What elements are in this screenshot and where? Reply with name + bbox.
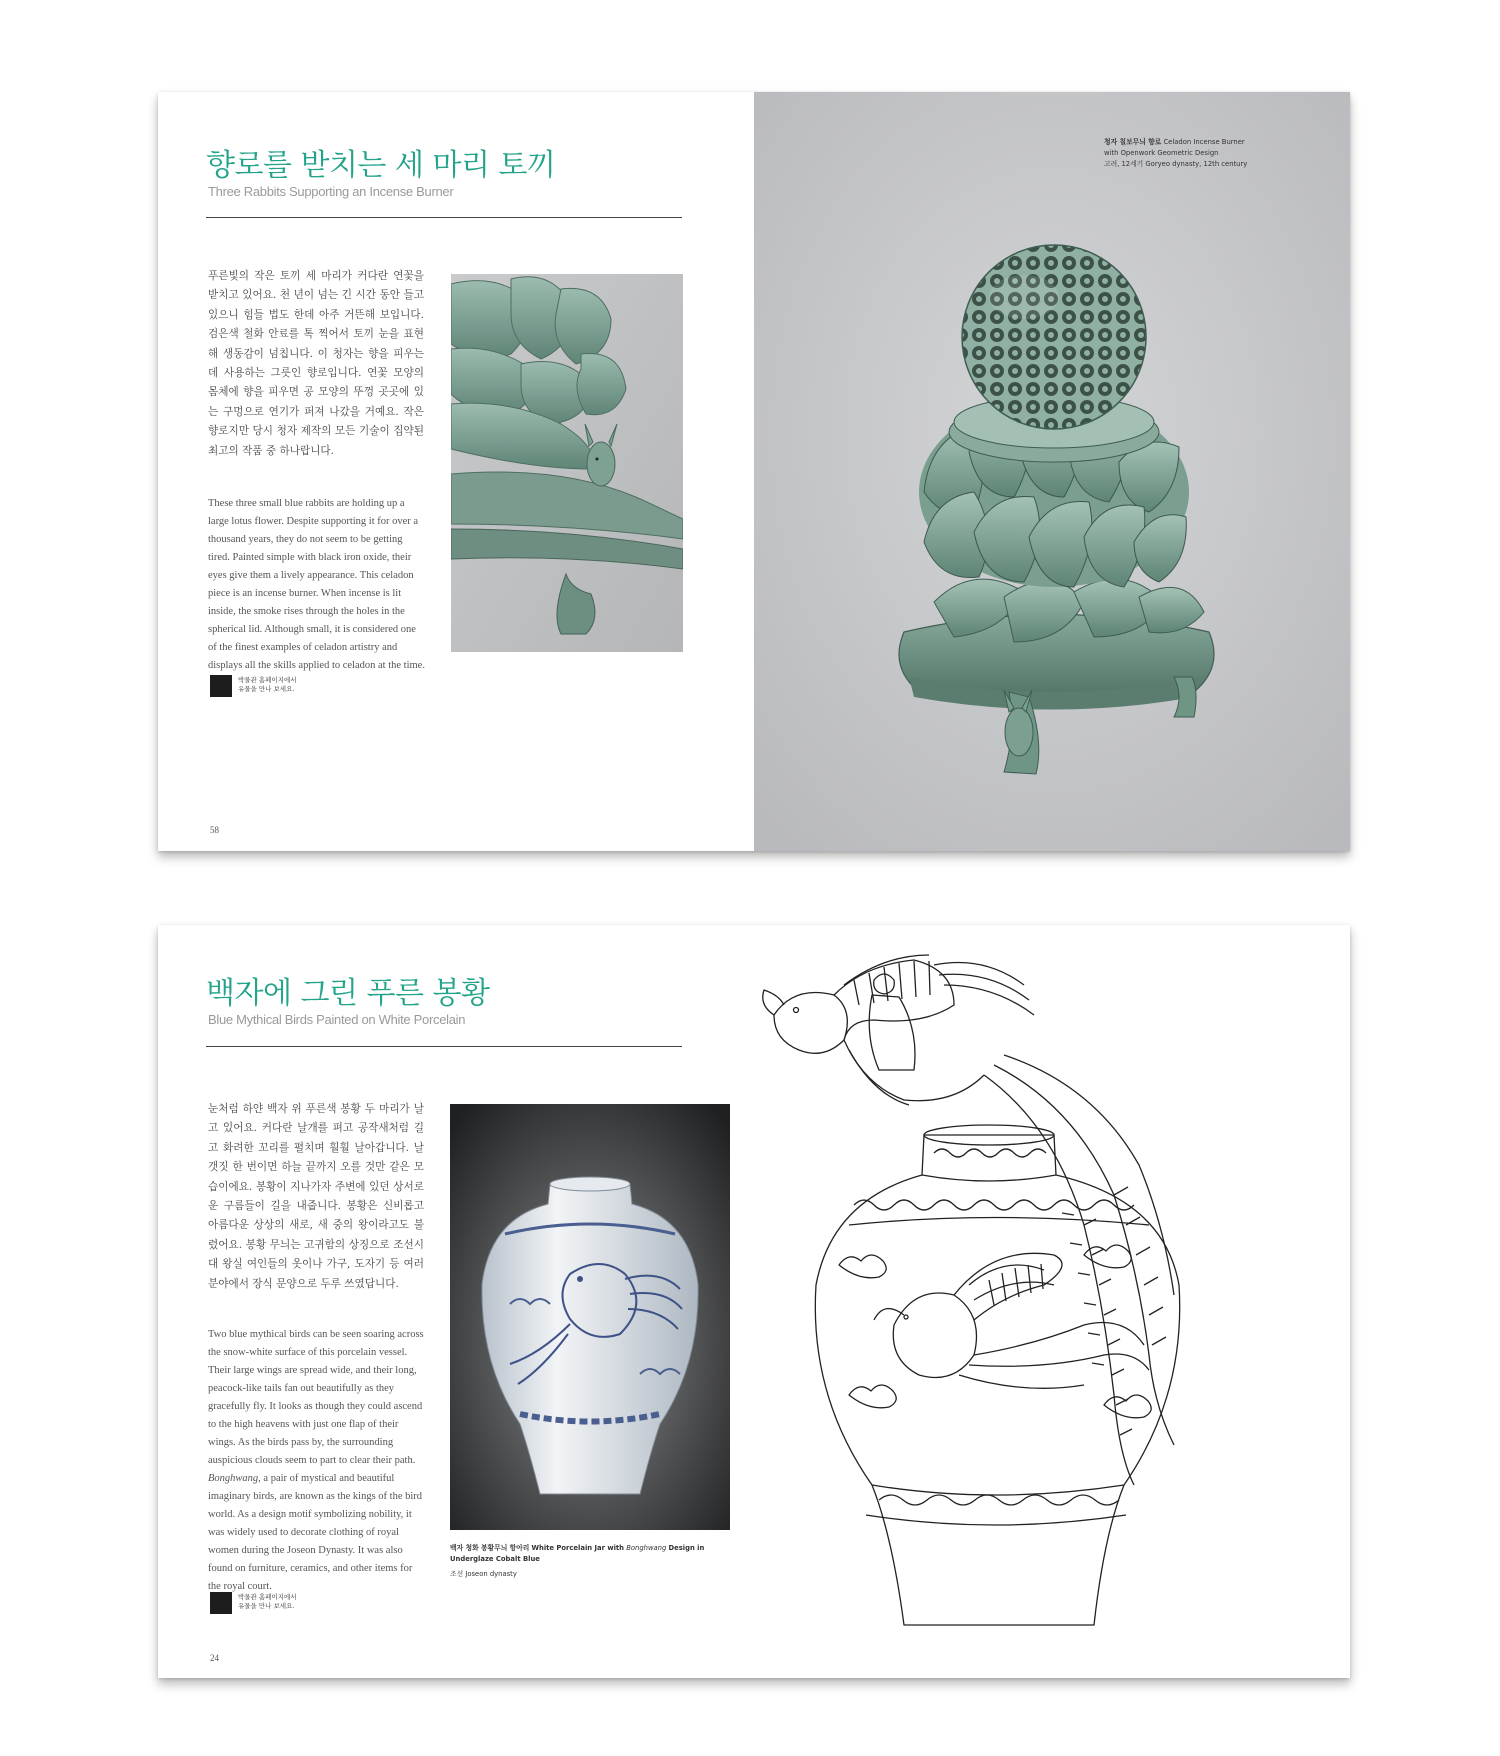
caption-title-en-line2: with Openwork Geometric Design [1104, 149, 1219, 157]
page-title-english: Three Rabbits Supporting an Incense Burner [208, 184, 454, 199]
caption-title-ko: 청자 칠보무늬 향로 [1104, 138, 1162, 146]
qr-code[interactable] [210, 675, 232, 697]
photo-caption [1104, 137, 1247, 170]
page-title-english: Blue Mythical Birds Painted on White Porcelain [208, 1012, 466, 1027]
jar-caption [450, 1543, 704, 1580]
body-text-english: These three small blue rabbits are holding up a large lotus flower. Despite supporting it for over a thousand years, they do not seem to be getting tired. Painted simple with black iron oxide, their eyes give them a lively appearance. This celadon piece is an incense burner. When incense is lit inside, the smoke rises through the holes in the spherical lid. Although small, it is considered one of the finest examples of celadon artistry and displays all the skills applied to celadon at the time. [208, 498, 425, 671]
detail-photo-rabbit [451, 274, 683, 652]
jar-caption-period-en: Joseon dynasty [465, 1570, 517, 1578]
caption-title-en: Celadon Incense Burner [1163, 138, 1245, 146]
jar-caption-title-italic: Bonghwang [626, 1544, 667, 1552]
title-divider [206, 217, 682, 218]
phoenix-jar-coloring-drawing [754, 925, 1350, 1678]
body-text-english-part1: Two blue mythical birds can be seen soaring across the snow-white surface of this porcelain vessel. Their large wings are spread wide, and their long, peacock-like tails fan out beautifully as they gracefully fly. It looks as though they could ascend to the high heavens with just one flap of their wings. As the birds pass by, the surrounding auspicious clouds seem to part to clear their path. [208, 1329, 424, 1466]
jar-caption-title-ko: 백자 청화 봉황무늬 항아리 [450, 1544, 530, 1552]
body-text-english-part2: , a pair of mystical and beautiful imaginary birds, are known as the kings of the bird world. As a design motif symbolizing nobility, it was widely used to decorate clothing of royal women during the Joseon Dynasty. It was also found on furniture, ceramics, and other items for the royal court. [208, 1473, 423, 1592]
incense-burner-photo [754, 92, 1350, 851]
page-title-korean: 백자에 그린 푸른 봉황 [206, 976, 490, 1011]
qr-caption-line2: 유물을 만나 보세요. [238, 685, 295, 693]
jar-caption-title-en-2: Design in [668, 1544, 705, 1552]
body-text-english-italic: Bonghwang [208, 1473, 259, 1484]
spread-incense-burner [158, 92, 1350, 851]
right-page-line-drawing [754, 925, 1350, 1678]
page-number: 24 [210, 1653, 219, 1663]
jar-caption-period-ko: 조선 [450, 1570, 464, 1578]
right-page-photo [754, 92, 1350, 851]
page-title-korean: 향로를 받치는 세 마리 토끼 [206, 148, 556, 183]
left-page [158, 925, 754, 1678]
body-text-korean: 눈처럼 하얀 백자 위 푸른색 봉황 두 마리가 날고 있어요. 커다란 날개를 펴고 공작새처럼 길고 화려한 꼬리를 펼치며 훨훨 날아갑니다. 날갯짓 한 번이면 하늘 끝까지 오를 것만 같은 모습이에요. 봉황이 지나가자 주변에 있던 상서로운 구름들이 길을 내줍니다. 봉황은 신비롭고 아름다운 상상의 새로, 새 중의 왕이라고도 불렸어요. 봉황 무늬는 고귀함의 상징으로 조선시대 왕실 여인들의 옷이나 가구, 도자기 등 여러 분야에서 장식 문양으로 두루 쓰였답니다. [208, 1103, 424, 1290]
qr-caption [238, 1593, 297, 1611]
left-page [158, 92, 754, 851]
qr-code[interactable] [210, 1592, 232, 1614]
jar-caption-title-en-3: Underglaze Cobalt Blue [450, 1555, 540, 1563]
page-number: 58 [210, 825, 219, 835]
caption-period-ko: 고려, 12세기 [1104, 160, 1144, 168]
title-divider [206, 1046, 682, 1047]
qr-caption-line1: 박물관 홈페이지에서 [238, 676, 297, 684]
qr-caption-line2: 유물을 만나 보세요. [238, 1602, 295, 1610]
jar-photo [450, 1104, 730, 1530]
body-text-english [208, 1326, 426, 1596]
qr-caption-line1: 박물관 홈페이지에서 [238, 1593, 297, 1601]
jar-caption-title-en: White Porcelain Jar with [531, 1544, 625, 1552]
caption-period-en: Goryeo dynasty, 12th century [1145, 160, 1248, 168]
qr-caption [238, 676, 297, 694]
body-text-korean: 푸른빛의 작은 토끼 세 마리가 커다란 연꽃을 받치고 있어요. 천 년이 넘는 긴 시간 동안 들고 있으니 힘들 법도 한데 아주 거뜬해 보입니다. 검은색 철화 안료를 톡 찍어서 토끼 눈을 표현해 생동감이 넘칩니다. 이 청자는 향을 피우는 데 사용하는 그릇인 향로입니다. 연꽃 모양의 몸체에 향을 피우면 공 모양의 뚜껑 곳곳에 있는 구멍으로 연기가 퍼져 나갔을 거예요. 작은 향로지만 당시 청자 제작의 모든 기술이 집약된 최고의 작품 중 하나랍니다. [208, 270, 424, 457]
spread-phoenix-jar [158, 925, 1350, 1678]
